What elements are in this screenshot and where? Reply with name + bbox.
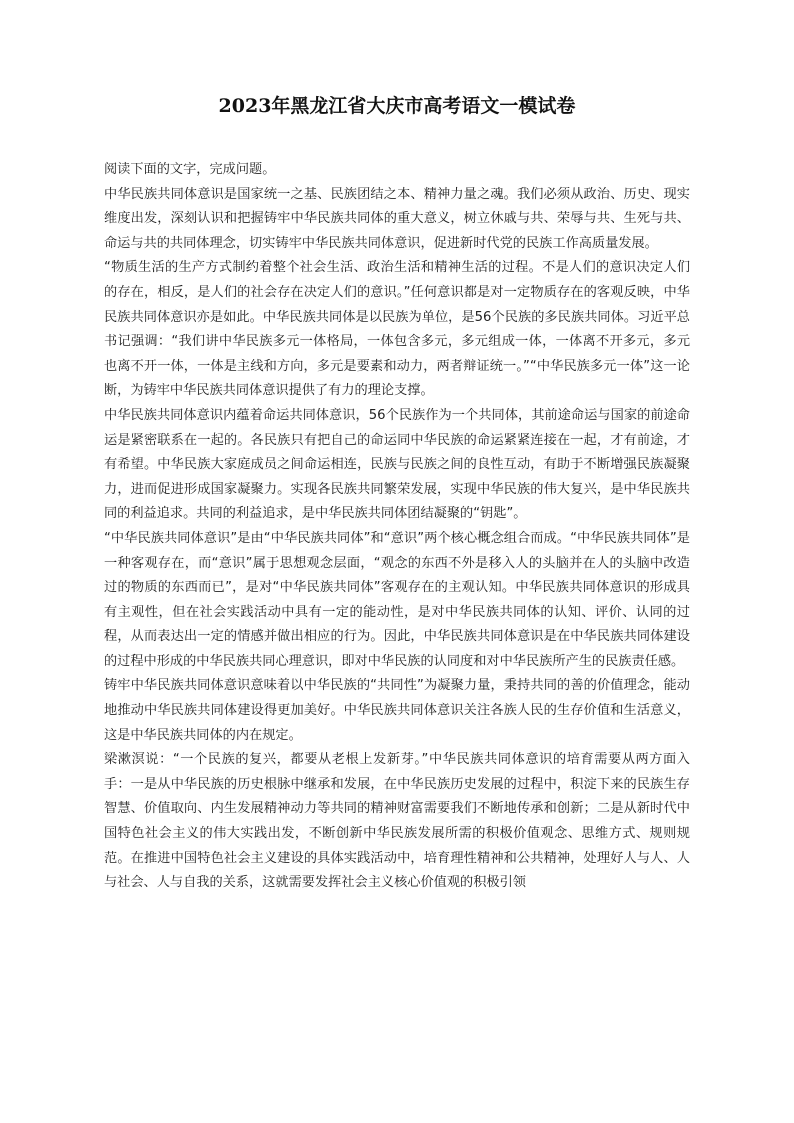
page-title: 2023年黑龙江省大庆市高考语文一模试卷 [218, 95, 576, 117]
document-body [104, 158, 690, 896]
paragraph: “中华民族共同体意识”是由“中华民族共同体”和“意识”两个核心概念组合而成。“中华民族共同体”是一种客观存在，而“意识”属于思想观念层面，“观念的东西不外是移入人的头脑并在人的头脑中改造过的物质的东西而已”，是对“中华民族共同体”客观存在的主观认知。中华民族共同体意识的形成具有主观性，但在社会实践活动中具有一定的能动性，是对中华民族共同体的认知、评价、认同的过程，从而表达出一定的情感并做出相应的行为。因此，中华民族共同体意识是在中华民族共同体建设的过程中形成的中华民族共同心理意识，即对中华民族的认同度和对中华民族所产生的民族责任感。 [104, 530, 690, 669]
paragraph: “物质生活的生产方式制约着整个社会生活、政治生活和精神生活的过程。不是人们的意识决定人们的存在，相反，是人们的社会存在决定人们的意识。”任何意识都是对一定物质存在的客观反映，中华民族共同体意识亦是如此。中华民族共同体是以民族为单位，是56个民族的多民族共同体。习近平总书记强调：“我们讲中华民族多元一体格局，一体包含多元，多元组成一体，一体离不开多元，多元也离不开一体，一体是主线和方向，多元是要素和动力，两者辩证统一。”“中华民族多元一体”这一论断，为铸牢中华民族共同体意识提供了有力的理论支撑。 [104, 260, 690, 399]
paragraph: 中华民族共同体意识内蕴着命运共同体意识，56个民族作为一个共同体，其前途命运与国家的前途命运是紧密联系在一起的。各民族只有把自己的命运同中华民族的命运紧紧连接在一起，才有前途，才有希望。中华民族大家庭成员之间命运相连，民族与民族之间的良性互动，有助于不断增强民族凝聚力，进而促进形成国家凝聚力。实现各民族共同繁荣发展，实现中华民族的伟大复兴，是中华民族共同的利益追求。共同的利益追求，是中华民族共同体团结凝聚的“钥匙”。 [104, 407, 690, 522]
instruction-text: 阅读下面的文字，完成问题。 [104, 162, 276, 177]
paragraph: 梁漱溟说：“一个民族的复兴，都要从老根上发新芽。”中华民族共同体意识的培育需要从两方面入手：一是从中华民族的历史根脉中继承和发展，在中华民族历史发展的过程中，积淀下来的民族生存智慧、价值取向、内生发展精神动力等共同的精神财富需要我们不断地传承和创新；二是从新时代中国特色社会主义的伟大实践出发，不断创新中华民族发展所需的积极价值观念、思维方式、规则规范。在推进中国特色社会主义建设的具体实践活动中，培育理性精神和公共精神，处理好人与人、人与社会、人与自我的关系，这就需要发挥社会主义核心价值观的积极引领 [104, 752, 690, 891]
paragraph: 铸牢中华民族共同体意识意味着以中华民族的“共同性”为凝聚力量，秉持共同的善的价值理念，能动地推动中华民族共同体建设得更加美好。中华民族共同体意识关注各族人民的生存价值和生活意义，这是中华民族共同体的内在规定。 [104, 678, 690, 743]
paragraph: 中华民族共同体意识是国家统一之基、民族团结之本、精神力量之魂。我们必须从政治、历史、现实维度出发，深刻认识和把握铸牢中华民族共同体的重大意义，树立休戚与共、荣辱与共、生死与共、命运与共的共同体理念，切实铸牢中华民族共同体意识，促进新时代党的民族工作高质量发展。 [104, 186, 690, 251]
